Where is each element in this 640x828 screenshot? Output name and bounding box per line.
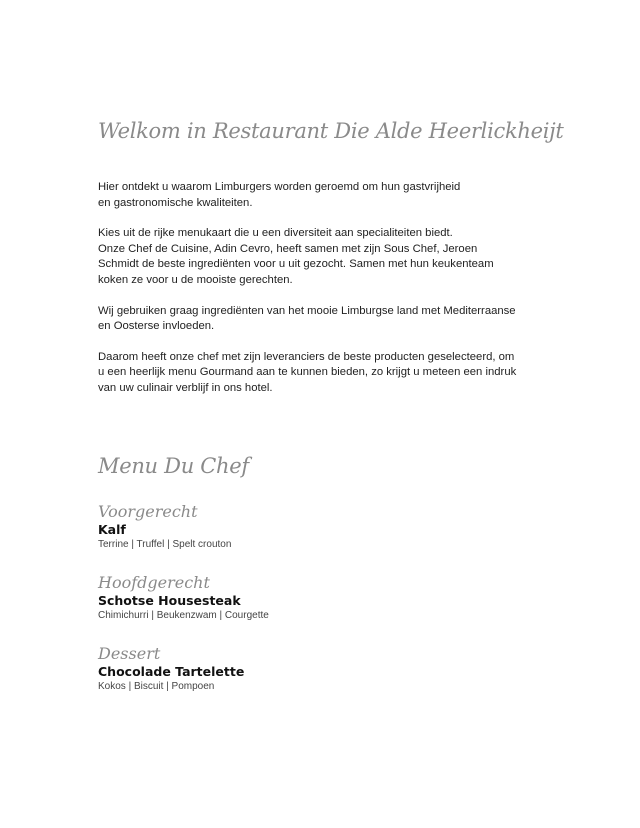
intro-paragraph	[98, 226, 558, 288]
course-heading: Hoofdgerecht	[98, 573, 210, 592]
text-line: Daarom heeft onze chef met zijn leveranciers de beste producten geselecteerd, om	[98, 350, 515, 363]
text-line: koken ze voor u de mooiste gerechten.	[98, 273, 293, 286]
text-line: Onze Chef de Cuisine, Adin Cevro, heeft samen met zijn Sous Chef, Jeroen	[98, 242, 478, 255]
menu-title: Menu Du Chef	[98, 454, 249, 478]
intro-paragraph	[98, 350, 558, 397]
dish-name: Schotse Housesteak	[98, 593, 241, 608]
text-line: van uw culinair verblijf in ons hotel.	[98, 381, 273, 394]
course-voorgerecht	[98, 502, 231, 552]
welcome-title: Welkom in Restaurant Die Alde Heerlickheijt	[98, 119, 564, 143]
dish-name: Kalf	[98, 522, 126, 537]
text-line: en gastronomische kwaliteiten.	[98, 196, 253, 209]
course-heading: Dessert	[98, 644, 161, 663]
text-line: Hier ontdekt u waarom Limburgers worden geroemd om hun gastvrijheid	[98, 181, 461, 193]
intro-text	[98, 180, 558, 412]
course-dessert	[98, 644, 244, 694]
text-line: Wij gebruiken graag ingrediënten van het mooie Limburgse land met Mediterraanse	[98, 304, 516, 317]
text-line: en Oosterse invloeden.	[98, 320, 215, 333]
text-line: Kies uit de rijke menukaart die u een diversiteit aan specialiteiten biedt.	[98, 227, 453, 240]
dish-name: Chocolade Tartelette	[98, 664, 245, 679]
dish-description: Kokos | Biscuit | Pompoen	[98, 681, 215, 692]
intro-paragraph	[98, 180, 558, 211]
dish-description: Chimichurri | Beukenzwam | Courgette	[98, 610, 269, 621]
dish-description: Terrine | Truffel | Spelt crouton	[98, 539, 232, 550]
course-heading: Voorgerecht	[98, 502, 198, 521]
course-hoofdgerecht	[98, 573, 269, 623]
text-line: u een heerlijk menu Gourmand aan te kunnen bieden, zo krijgt u meteen een indruk	[98, 366, 517, 379]
intro-paragraph	[98, 304, 558, 335]
text-line: Schmidt de beste ingrediënten voor u uit gezocht. Samen met hun keukenteam	[98, 258, 494, 271]
